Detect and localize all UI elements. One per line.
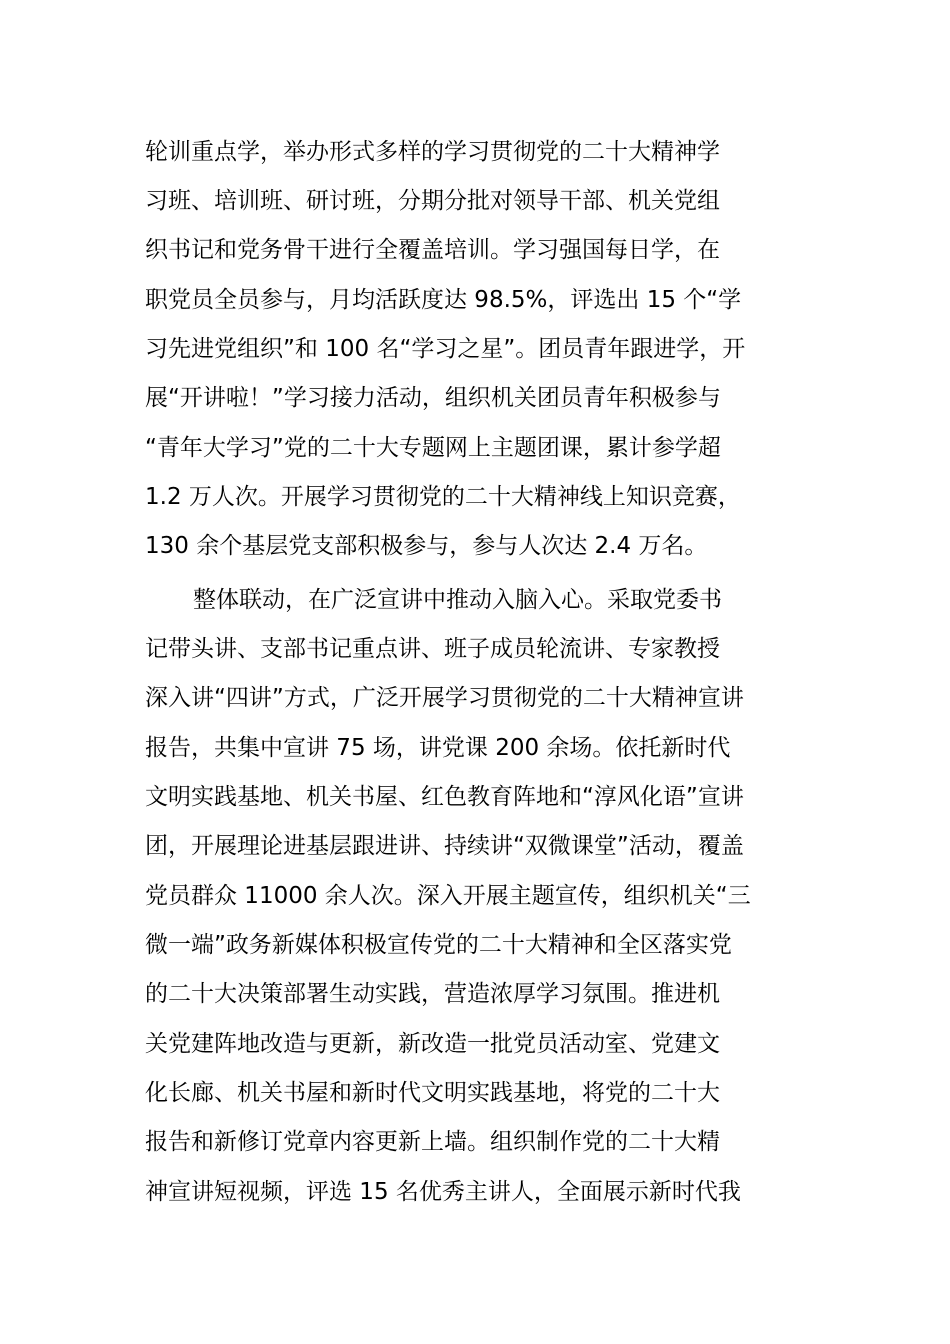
text-line: 的二十大决策部署生动实践，营造浓厚学习氛围。推进机 [145, 981, 720, 1007]
text-line: 关党建阵地改造与更新，新改造一批党员活动室、党建文 [145, 1031, 720, 1057]
text-line: 化长廊、机关书屋和新时代文明实践基地，将党的二十大 [145, 1080, 720, 1106]
text-line: 报告，共集中宣讲 75 场，讲党课 200 余场。依托新时代 [145, 735, 731, 761]
text-line: 记带头讲、支部书记重点讲、班子成员轮流讲、专家教授 [145, 636, 720, 662]
text-line: 展“开讲啦！”学习接力活动，组织机关团员青年积极参与 [145, 385, 721, 411]
text-line: 轮训重点学，举办形式多样的学习贯彻党的二十大精神学 [145, 139, 720, 165]
text-line: 习班、培训班、研讨班，分期分批对领导干部、机关党组 [145, 188, 720, 214]
text-line: 130 余个基层党支部积极参与，参与人次达 2.4 万名。 [145, 533, 708, 559]
paragraph-first-line: 整体联动，在广泛宣讲中推动入脑入心。采取党委书 [193, 587, 722, 613]
text-line: 党员群众 11000 余人次。深入开展主题宣传，组织机关“三 [145, 883, 751, 909]
text-line: “青年大学习”党的二十大专题网上主题团课，累计参学超 [145, 435, 721, 461]
text-line: 报告和新修订党章内容更新上墙。组织制作党的二十大精 [145, 1129, 720, 1155]
text-line: 神宣讲短视频，评选 15 名优秀主讲人，全面展示新时代我 [145, 1179, 741, 1205]
text-line: 团，开展理论进基层跟进讲、持续讲“双微课堂”活动，覆盖 [145, 833, 744, 859]
text-line: 职党员全员参与，月均活跃度达 98.5%，评选出 15 个“学 [145, 287, 742, 313]
text-line: 习先进党组织”和 100 名“学习之星”。团员青年跟进学，开 [145, 336, 746, 362]
text-line: 文明实践基地、机关书屋、红色教育阵地和“淳风化语”宣讲 [145, 784, 744, 810]
text-line: 微一端”政务新媒体积极宣传党的二十大精神和全区落实党 [145, 932, 732, 958]
text-line: 深入讲“四讲”方式，广泛开展学习贯彻党的二十大精神宣讲 [145, 685, 744, 711]
text-line: 织书记和党务骨干进行全覆盖培训。学习强国每日学，在 [145, 237, 720, 263]
text-line: 1.2 万人次。开展学习贯彻党的二十大精神线上知识竞赛， [145, 484, 741, 510]
